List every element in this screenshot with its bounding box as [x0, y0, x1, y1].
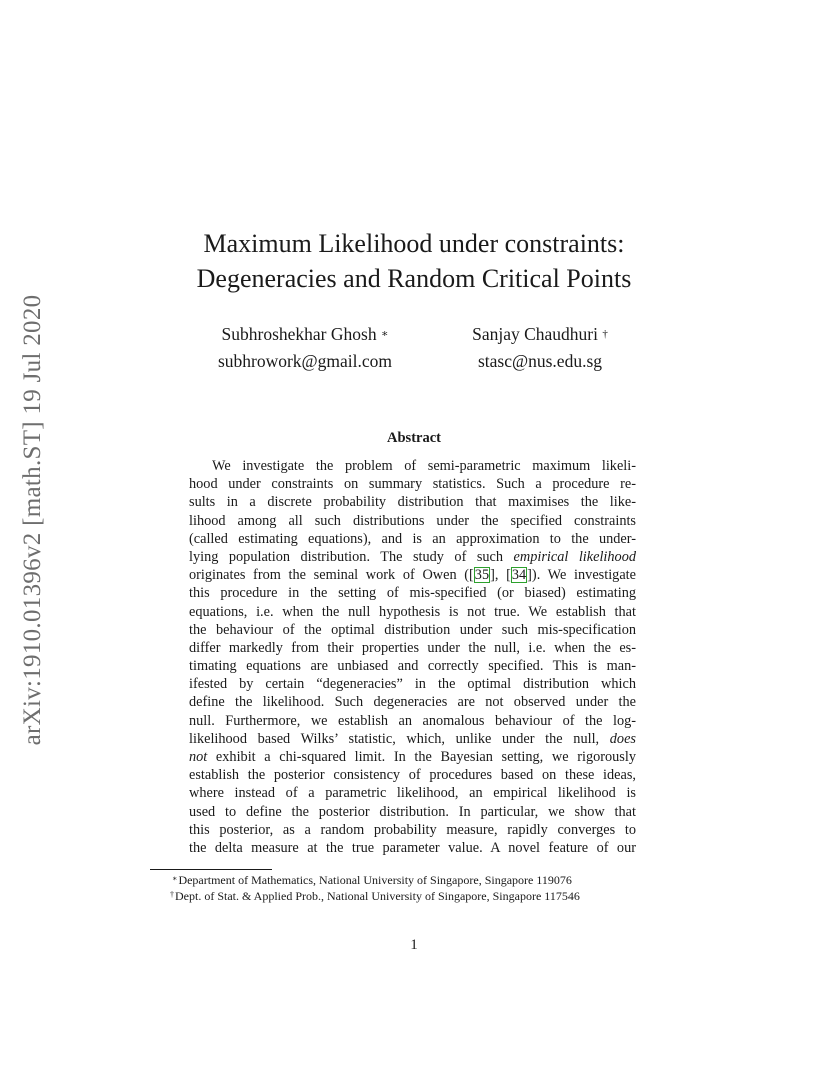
abstract-line — [189, 512, 636, 530]
abstract-text: exhibit a chi-squared limit. In the Bayesian setting, we rigorously — [207, 749, 636, 765]
abstract-text: differ markedly from their properties under the null, i.e. when the es- — [189, 639, 636, 656]
citation-link[interactable]: 35 — [474, 567, 490, 584]
abstract-body — [189, 457, 636, 857]
abstract-text: used to define the posterior distribution. In particular, we show that — [189, 803, 636, 820]
author-name-line — [190, 322, 420, 349]
abstract-text: ]). We investigate — [527, 567, 636, 584]
abstract-line — [189, 693, 636, 711]
author-name: Subhroshekhar Ghosh — [221, 324, 377, 344]
citation-link[interactable]: 34 — [511, 567, 527, 584]
abstract-line — [189, 566, 636, 584]
arxiv-identifier-stamp: arXiv:1910.01396v2 [math.ST] 19 Jul 2020 — [19, 294, 46, 746]
author-block — [440, 322, 640, 373]
abstract-line — [189, 475, 636, 493]
abstract-line — [189, 530, 636, 548]
abstract-line — [189, 457, 636, 475]
abstract-text: lying population distribution. The study of such — [189, 548, 514, 565]
abstract-text: establish the posterior consistency of procedures based on these ideas, — [189, 767, 636, 784]
abstract-text: We investigate the problem of semi-parametric maximum likeli- — [212, 458, 636, 474]
abstract-line — [189, 621, 636, 639]
author-name: Sanjay Chaudhuri — [472, 324, 598, 344]
abstract-text: sults in a discrete probability distribution that maximises the like- — [189, 494, 636, 511]
abstract-heading: Abstract — [387, 430, 441, 446]
page-number: 1 — [410, 937, 418, 953]
footnote-text: Dept. of Stat. & Applied Prob., National University of Singapore, Singapore 117546 — [175, 889, 580, 903]
footnote-rule — [150, 869, 272, 870]
abstract-text: likelihood based Wilks’ statistic, which, unlike under the null, — [189, 730, 610, 747]
paper-title — [0, 226, 828, 296]
abstract-line — [189, 821, 636, 839]
abstract-text: define the likelihood. Such degeneracies are not observed under the — [189, 694, 636, 711]
abstract-line — [189, 603, 636, 621]
author-email: stasc@nus.edu.sg — [477, 351, 603, 371]
abstract-text: where instead of a parametric likelihood, an empirical likelihood is — [189, 785, 636, 802]
abstract-text: this posterior, as a random probability measure, rapidly converges to — [189, 821, 636, 838]
affiliation-mark: ∗ — [380, 328, 389, 340]
footnote-mark: † — [170, 890, 174, 899]
abstract-line — [189, 730, 636, 748]
title-line: Maximum Likelihood under constraints: — [203, 229, 625, 258]
footnote-affiliation-2 — [170, 888, 580, 906]
abstract-text: timating equations are unbiased and correctly specified. This is man- — [189, 658, 636, 675]
emphasized-text: not — [189, 749, 208, 765]
abstract-line — [189, 584, 636, 602]
footnote-mark: ∗ — [172, 874, 178, 883]
emphasized-text: does — [609, 730, 636, 747]
abstract-text: this procedure in the setting of mis-specified (or biased) estimating — [189, 585, 636, 602]
abstract-text: ifested by certain “degeneracies” in the optimal distribution which — [189, 676, 636, 693]
abstract-text: the behaviour of the optimal distribution under such mis-specification — [189, 621, 636, 638]
abstract-line — [189, 784, 636, 802]
abstract-line — [189, 493, 636, 511]
author-email: subhrowork@gmail.com — [217, 351, 393, 371]
abstract-text: ], [ — [490, 567, 511, 584]
abstract-line — [189, 548, 636, 566]
abstract-text: hood under constraints on summary statistics. Such a procedure re- — [189, 476, 636, 493]
abstract-text: lihood among all such distributions under the specified constraints — [189, 512, 636, 529]
abstract-line — [189, 748, 636, 766]
abstract-line — [189, 803, 636, 821]
affiliation-mark: † — [602, 328, 608, 340]
abstract-line — [189, 766, 636, 784]
author-block — [190, 322, 420, 373]
title-line: Degeneracies and Random Critical Points — [196, 264, 632, 293]
footnote-text: Department of Mathematics, National University of Singapore, Singapore 119076 — [178, 873, 572, 887]
abstract-text: equations, i.e. when the null hypothesis is not true. We establish that — [189, 603, 636, 620]
abstract-line — [189, 839, 636, 857]
emphasized-text: empirical likelihood — [513, 548, 636, 565]
author-name-line — [440, 322, 640, 349]
abstract-text: null. Furthermore, we establish an anomalous behaviour of the log- — [189, 712, 636, 729]
abstract-line — [189, 657, 636, 675]
abstract-line — [189, 639, 636, 657]
abstract-line — [189, 675, 636, 693]
abstract-text: originates from the seminal work of Owen ([ — [189, 567, 474, 584]
abstract-text: the delta measure at the true parameter value. A novel feature of our — [189, 839, 636, 856]
abstract-line — [189, 712, 636, 730]
abstract-text: (called estimating equations), and is an approximation to the under- — [189, 530, 636, 547]
